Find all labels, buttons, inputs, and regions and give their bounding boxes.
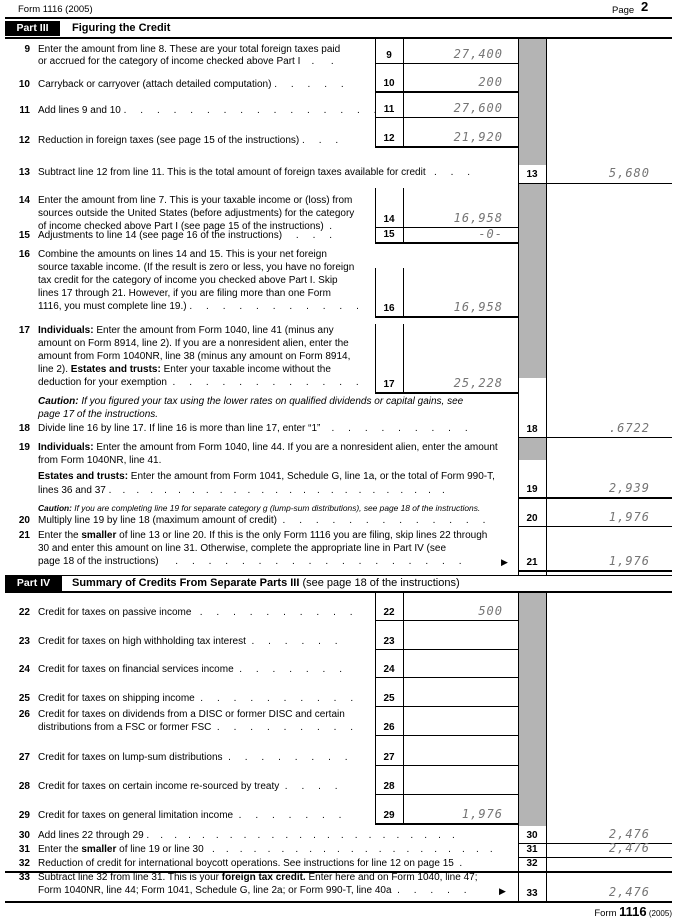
line9-amount[interactable]: 27,400 bbox=[453, 47, 503, 61]
part4-title: Summary of Credits From Separate Parts III (see page 18 of the instructions) bbox=[72, 577, 460, 589]
line11-box-number: 11 bbox=[383, 104, 395, 115]
line16-amount[interactable]: 16,958 bbox=[453, 300, 503, 314]
cell-rule-thick bbox=[518, 497, 672, 499]
line19-amount[interactable]: 2,939 bbox=[608, 481, 650, 495]
cell-rule bbox=[375, 620, 518, 621]
line28-box-number: 28 bbox=[383, 781, 395, 792]
line24-number: 24 bbox=[18, 664, 30, 675]
line30-number: 30 bbox=[18, 830, 30, 841]
line18-box-number: 18 bbox=[526, 424, 538, 435]
line29-amount[interactable]: 1,976 bbox=[461, 807, 503, 821]
line16-text-3: tax credit for the category of income you checked above Part I. Skip bbox=[38, 275, 338, 286]
line16-number: 16 bbox=[18, 249, 30, 260]
part4-title-note: (see page 18 of the instructions) bbox=[299, 577, 460, 589]
line15-number: 15 bbox=[18, 230, 30, 241]
line9-number: 9 bbox=[24, 44, 30, 55]
cell-rule bbox=[375, 117, 518, 118]
line19-text-1: Individuals: Enter the amount from Form 1040, line 44. If you are a nonresident alien, enter the amount bbox=[38, 442, 498, 453]
line20-number: 20 bbox=[18, 515, 30, 526]
line26-box-number: 26 bbox=[383, 722, 395, 733]
line33-box-number: 33 bbox=[526, 888, 538, 899]
line17-text-5: deduction for your exemption . . . . . . . . . . . . bbox=[38, 377, 359, 388]
line19-text-2: from Form 1040NR, line 41. bbox=[38, 455, 162, 466]
line25-box-number: 25 bbox=[383, 693, 395, 704]
line19-estates-label: Estates and trusts: bbox=[38, 471, 129, 482]
line17-text-4: line 2). Estates and trusts: Enter your taxable income without the bbox=[38, 364, 331, 375]
line12-box-number: 12 bbox=[383, 133, 395, 144]
line26-text-1: Credit for taxes on dividends from a DISC or former DISC and certain bbox=[38, 709, 345, 720]
line17-individuals-label: Individuals: bbox=[38, 325, 94, 336]
line9-text-1: Enter the amount from line 8. These are your total foreign taxes paid bbox=[38, 44, 341, 55]
line33-amount[interactable]: 2,476 bbox=[608, 885, 650, 899]
line22-box-number: 22 bbox=[383, 607, 395, 618]
line33-arrow-icon: ▶ bbox=[499, 886, 506, 896]
line24-box-number: 24 bbox=[383, 664, 395, 675]
cell-rule bbox=[375, 794, 518, 795]
line14-text-3: of income checked above Part I (see page 15 of the instructions) . bbox=[38, 221, 333, 232]
line10-text: Carryback or carryover (attach detailed computation) . . . . . bbox=[38, 79, 344, 90]
cell-rule-thick bbox=[518, 570, 672, 572]
cell-rule-thick bbox=[375, 91, 518, 93]
line27-number: 27 bbox=[18, 752, 30, 763]
line33-text-2: Form 1040NR, line 44; Form 1041, Schedule G, line 2a; or Form 990-T, line 40a . . . . . bbox=[38, 885, 467, 896]
line19-box-number: 19 bbox=[526, 484, 538, 495]
line15-box-number: 15 bbox=[383, 229, 395, 240]
line30-text: Add lines 22 through 29 . . . . . . . . . . . . . . . . . . . . . . . bbox=[38, 830, 455, 841]
line17-estates-label: Estates and trusts: bbox=[70, 364, 161, 375]
line13-amount[interactable]: 5,680 bbox=[608, 166, 650, 180]
rule-part4-bottom bbox=[5, 591, 672, 593]
line22-number: 22 bbox=[18, 607, 30, 618]
line16-text-5: 1116, you must complete line 19.) . . . . . . . . . . . bbox=[38, 301, 359, 312]
line30-box-number: 30 bbox=[526, 830, 538, 841]
cell-rule bbox=[518, 437, 672, 438]
line20-text: Multiply line 19 by line 18 (maximum amount of credit) . . . . . . . . . . . . . bbox=[38, 515, 486, 526]
line18-amount[interactable]: .6722 bbox=[608, 421, 650, 435]
shaded-column-segment bbox=[519, 438, 546, 460]
cell-rule bbox=[375, 735, 518, 736]
line17-text-3: amount from Form 1040NR, line 38 (minus any amount on Form 8914, bbox=[38, 351, 351, 362]
line14-box-number: 14 bbox=[383, 214, 395, 225]
line27-text: Credit for taxes on lump-sum distributions . . . . . . . . bbox=[38, 752, 348, 763]
line32-number: 32 bbox=[18, 858, 30, 869]
shaded-column-segment bbox=[519, 184, 546, 378]
line19-individuals-label: Individuals: bbox=[38, 442, 94, 453]
cell-rule-thick bbox=[375, 242, 518, 244]
line17-amount[interactable]: 25,228 bbox=[453, 376, 503, 390]
line25-text: Credit for taxes on shipping income . . . . . . . . . . bbox=[38, 693, 354, 704]
line11-number: 11 bbox=[19, 105, 30, 116]
line12-number: 12 bbox=[18, 135, 30, 146]
line19-text-3: Estates and trusts: Enter the amount from Form 1041, Schedule G, line 1a, or the total of Form 990-T, bbox=[38, 471, 495, 482]
line21-text-2: 30 and enter this amount on line 31. Otherwise, complete the appropriate line in Part IV (see bbox=[38, 543, 447, 554]
line16-text-2: source taxable income. (If the result is zero or less, you have no foreign bbox=[38, 262, 355, 273]
shaded-column-segment bbox=[519, 592, 546, 826]
line22-text: Credit for taxes on passive income . . . . . . . . . . bbox=[38, 607, 353, 618]
line9-box-number: 9 bbox=[386, 50, 392, 61]
line17-text-2: amount on Form 8914, line 2). If you are a nonresident alien, enter the bbox=[38, 338, 349, 349]
line24-text: Credit for taxes on financial services income . . . . . . . bbox=[38, 664, 342, 675]
line17-box-number: 17 bbox=[383, 379, 395, 390]
rule-page-top bbox=[5, 17, 672, 19]
cell-rule bbox=[375, 677, 518, 678]
line21-smaller-label: smaller bbox=[81, 530, 117, 541]
rule-part4-top bbox=[5, 575, 672, 576]
line11-amount[interactable]: 27,600 bbox=[453, 101, 503, 115]
line13-box-number: 13 bbox=[526, 169, 538, 180]
caution-line17-2: page 17 of the instructions. bbox=[38, 409, 159, 420]
line10-amount[interactable]: 200 bbox=[478, 75, 503, 89]
shaded-column-segment bbox=[519, 39, 546, 165]
line23-box-number: 23 bbox=[383, 636, 395, 647]
line16-text-4: lines 17 through 21. However, if you are filing more than one Form bbox=[38, 288, 331, 299]
line17-text-1: Individuals: Enter the amount from Form 1040, line 41 (minus any bbox=[38, 325, 334, 336]
line33-text-1: Subtract line 32 from line 31. This is your foreign tax credit. Enter here and on Form 1040, line 47; bbox=[38, 872, 478, 883]
line14-text-1: Enter the amount from line 7. This is your taxable income or (loss) from bbox=[38, 195, 353, 206]
caution-line17: Caution: If you figured your tax using the lower rates on qualified dividends or capital gains, see bbox=[38, 396, 464, 407]
cell-rule bbox=[375, 765, 518, 766]
line10-box-number: 10 bbox=[383, 78, 395, 89]
line21-text-3: page 18 of the instructions) . . . . . . . . . . . . . . . . . . bbox=[38, 556, 462, 567]
line12-text: Reduction in foreign taxes (see page 15 of the instructions) . . . bbox=[38, 135, 339, 146]
mid-box-border bbox=[403, 593, 404, 825]
page-header-form-id: Form 1116 (2005) bbox=[18, 4, 93, 15]
cell-rule bbox=[518, 526, 672, 527]
line32-text: Reduction of credit for international boycott operations. See instructions for line 12 on page 15 . bbox=[38, 858, 463, 869]
cell-rule-thick bbox=[375, 146, 518, 148]
line28-text: Credit for taxes on certain income re-sourced by treaty . . . . bbox=[38, 781, 338, 792]
line33-number: 33 bbox=[18, 872, 30, 883]
line31-number: 31 bbox=[18, 844, 30, 855]
line21-amount[interactable]: 1,976 bbox=[608, 554, 650, 568]
line29-number: 29 bbox=[18, 810, 30, 821]
line14-text-2: sources outside the United States (before adjustments) for the category bbox=[38, 208, 355, 219]
line29-text: Credit for taxes on general limitation income . . . . . . . bbox=[38, 810, 342, 821]
rule-part3-bottom bbox=[5, 37, 672, 39]
line14-number: 14 bbox=[18, 195, 30, 206]
cell-rule bbox=[375, 63, 518, 64]
line18-text: Divide line 16 by line 17. If line 16 is more than line 17, enter “1” . . . . . . . . . bbox=[38, 423, 468, 434]
line20-amount[interactable]: 1,976 bbox=[608, 510, 650, 524]
line23-number: 23 bbox=[18, 636, 30, 647]
page-header-page-number: 2 bbox=[641, 0, 649, 14]
cell-rule bbox=[375, 706, 518, 707]
line14-amount[interactable]: 16,958 bbox=[453, 211, 503, 225]
line16-text-1: Combine the amounts on lines 14 and 15. This is your net foreign bbox=[38, 249, 327, 260]
line10-number: 10 bbox=[18, 79, 30, 90]
line13-text: Subtract line 12 from line 11. This is the total amount of foreign taxes available for credit . . . bbox=[38, 167, 471, 178]
cell-rule-thick bbox=[375, 823, 518, 825]
line31-smaller-label: smaller bbox=[81, 844, 117, 855]
line19-number: 19 bbox=[18, 442, 30, 453]
footer-form-number: 1116 bbox=[619, 904, 647, 919]
line29-box-number: 29 bbox=[383, 810, 395, 821]
line15-amount[interactable]: -0- bbox=[478, 227, 503, 241]
line21-box-number: 21 bbox=[526, 557, 538, 568]
line18-number: 18 bbox=[18, 423, 30, 434]
line19-text-4: lines 36 and 37 . . . . . . . . . . . . . . . . . . . . . . . . . bbox=[38, 485, 445, 496]
rule-page-bottom bbox=[5, 901, 672, 903]
cell-rule bbox=[518, 183, 672, 184]
line13-number: 13 bbox=[18, 167, 30, 178]
part3-label-badge: Part III bbox=[5, 21, 60, 36]
footer-form-id: Form 1116 (2005) bbox=[594, 904, 672, 919]
line32-box-number: 32 bbox=[526, 858, 538, 869]
part3-title: Figuring the Credit bbox=[72, 22, 171, 34]
cell-rule-thick bbox=[375, 392, 518, 394]
line31-box-number: 31 bbox=[526, 844, 538, 855]
line33-foreign-tax-credit-label: foreign tax credit. bbox=[221, 872, 306, 883]
line22-amount[interactable]: 500 bbox=[478, 604, 503, 618]
line16-box-number: 16 bbox=[383, 303, 395, 314]
line15-text: Adjustments to line 14 (see page 16 of the instructions) . . . bbox=[38, 230, 333, 241]
line27-box-number: 27 bbox=[383, 752, 395, 763]
line26-text-2: distributions from a FSC or former FSC . . . . . . . . . bbox=[38, 722, 354, 733]
cell-rule bbox=[375, 649, 518, 650]
line31-text: Enter the smaller of line 19 or line 30 . . . . . . . . . . . . . . . . . . . . . bbox=[38, 844, 493, 855]
line11-text: Add lines 9 and 10 . . . . . . . . . . . . . . . . bbox=[38, 105, 377, 116]
line26-number: 26 bbox=[18, 709, 30, 720]
line28-number: 28 bbox=[18, 781, 30, 792]
line21-arrow-icon: ▶ bbox=[501, 557, 508, 567]
line30-amount[interactable]: 2,476 bbox=[608, 827, 650, 841]
line12-amount[interactable]: 21,920 bbox=[453, 130, 503, 144]
part4-label-badge: Part IV bbox=[5, 576, 62, 591]
line21-text-1: Enter the smaller of line 13 or line 20. If this is the only Form 1116 you are filing, skip lines 22 through bbox=[38, 530, 488, 541]
line9-text-2: or accrued for the category of income checked above Part I . . bbox=[38, 56, 334, 67]
cell-rule-thick bbox=[375, 316, 518, 318]
caution-line19: Caution: If you are completing line 19 for separate category g (lump-sum distributions), see page 18 of the instructions. bbox=[38, 503, 481, 513]
line23-text: Credit for taxes on high withholding tax interest . . . . . . bbox=[38, 636, 338, 647]
line21-number: 21 bbox=[18, 530, 30, 541]
line20-box-number: 20 bbox=[526, 513, 538, 524]
line31-amount[interactable]: 2,476 bbox=[608, 841, 650, 855]
page-header-page-word: Page bbox=[612, 5, 635, 16]
line17-number: 17 bbox=[18, 325, 30, 336]
line25-number: 25 bbox=[18, 693, 30, 704]
